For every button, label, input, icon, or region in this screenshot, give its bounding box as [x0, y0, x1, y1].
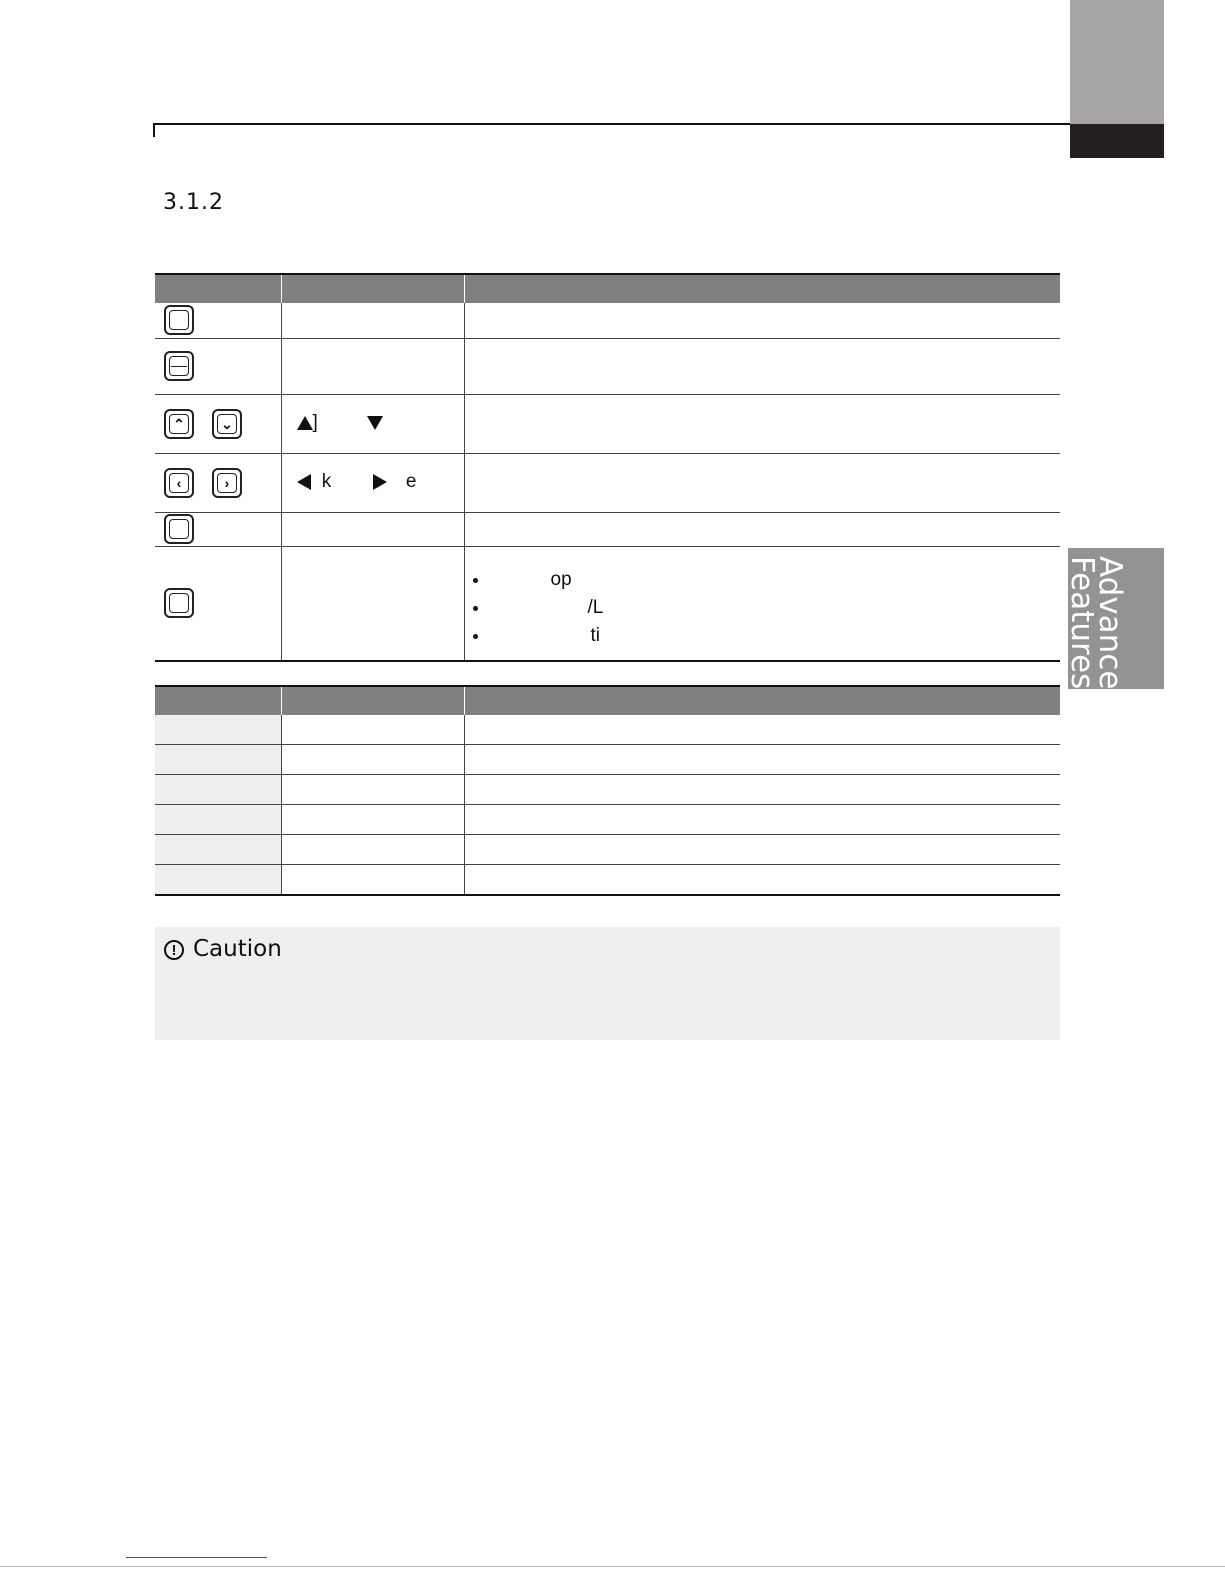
header-cell	[281, 686, 464, 715]
key-cell	[155, 546, 281, 661]
key-cell	[155, 338, 281, 394]
key-left-icon: ‹	[164, 468, 194, 498]
table-row	[155, 453, 1060, 512]
footer-rule	[0, 1566, 1225, 1567]
key-cell	[155, 512, 281, 546]
caution-title: Caution	[193, 936, 282, 962]
key-dash-icon	[164, 351, 194, 381]
header-cell-description	[464, 274, 1060, 303]
description-cell	[464, 453, 1060, 512]
name-cell	[281, 512, 464, 546]
keypad-key-table	[155, 273, 1060, 662]
key-cell	[155, 394, 281, 453]
list-item: op	[473, 566, 1061, 594]
key-name-fragment: e	[405, 471, 417, 493]
table-row	[155, 835, 1060, 865]
left-triangle-icon	[297, 474, 311, 490]
table-row	[155, 303, 1060, 338]
table-row	[155, 394, 1060, 453]
key-name-fragment: k	[321, 471, 332, 493]
header-cell	[155, 686, 281, 715]
name-cell	[281, 303, 464, 338]
section-number: 3.1.2	[163, 190, 224, 215]
status-table	[155, 685, 1060, 896]
table-row	[155, 512, 1060, 546]
key-name-fragment: ]	[312, 412, 318, 434]
table-row	[155, 775, 1060, 805]
header-cell	[464, 686, 1060, 715]
table-header-row	[155, 274, 1060, 303]
description-cell	[464, 512, 1060, 546]
name-cell	[281, 546, 464, 661]
key-blank-icon	[164, 588, 194, 618]
key-cell	[155, 453, 281, 512]
name-cell	[281, 453, 464, 512]
down-triangle-icon	[367, 416, 383, 430]
table-row	[155, 865, 1060, 896]
right-triangle-icon	[373, 474, 387, 490]
key-cell	[155, 303, 281, 338]
header-rule	[153, 123, 1070, 125]
table-row	[155, 546, 1060, 661]
chapter-tab-top	[1070, 0, 1164, 124]
bullet-list	[465, 566, 1061, 650]
key-blank-icon	[164, 514, 194, 544]
key-down-icon: ⌄	[212, 409, 242, 439]
key-blank-icon	[164, 305, 194, 335]
table-row	[155, 745, 1060, 775]
description-cell	[464, 546, 1060, 661]
table-row	[155, 715, 1060, 745]
table-header-row	[155, 686, 1060, 715]
header-cell-key	[155, 274, 281, 303]
list-item: ti	[473, 622, 1061, 650]
caution-icon: !	[164, 940, 184, 960]
footer-link-underline[interactable]	[126, 1557, 267, 1558]
table-row	[155, 338, 1060, 394]
table-row	[155, 805, 1060, 835]
header-cell-name	[281, 274, 464, 303]
side-tab-line1: Advanced	[1092, 556, 1128, 710]
up-triangle-icon	[297, 416, 313, 430]
key-up-icon: ⌃	[164, 409, 194, 439]
side-tab-line2: Features	[1064, 556, 1100, 690]
header-rule-tick	[153, 123, 155, 137]
description-cell	[464, 303, 1060, 338]
key-right-icon: ›	[212, 468, 242, 498]
description-cell	[464, 394, 1060, 453]
caution-box	[155, 927, 1060, 1040]
list-item: /L	[473, 594, 1061, 622]
name-cell	[281, 338, 464, 394]
description-cell	[464, 338, 1060, 394]
chapter-tab-number	[1070, 124, 1164, 158]
name-cell	[281, 394, 464, 453]
